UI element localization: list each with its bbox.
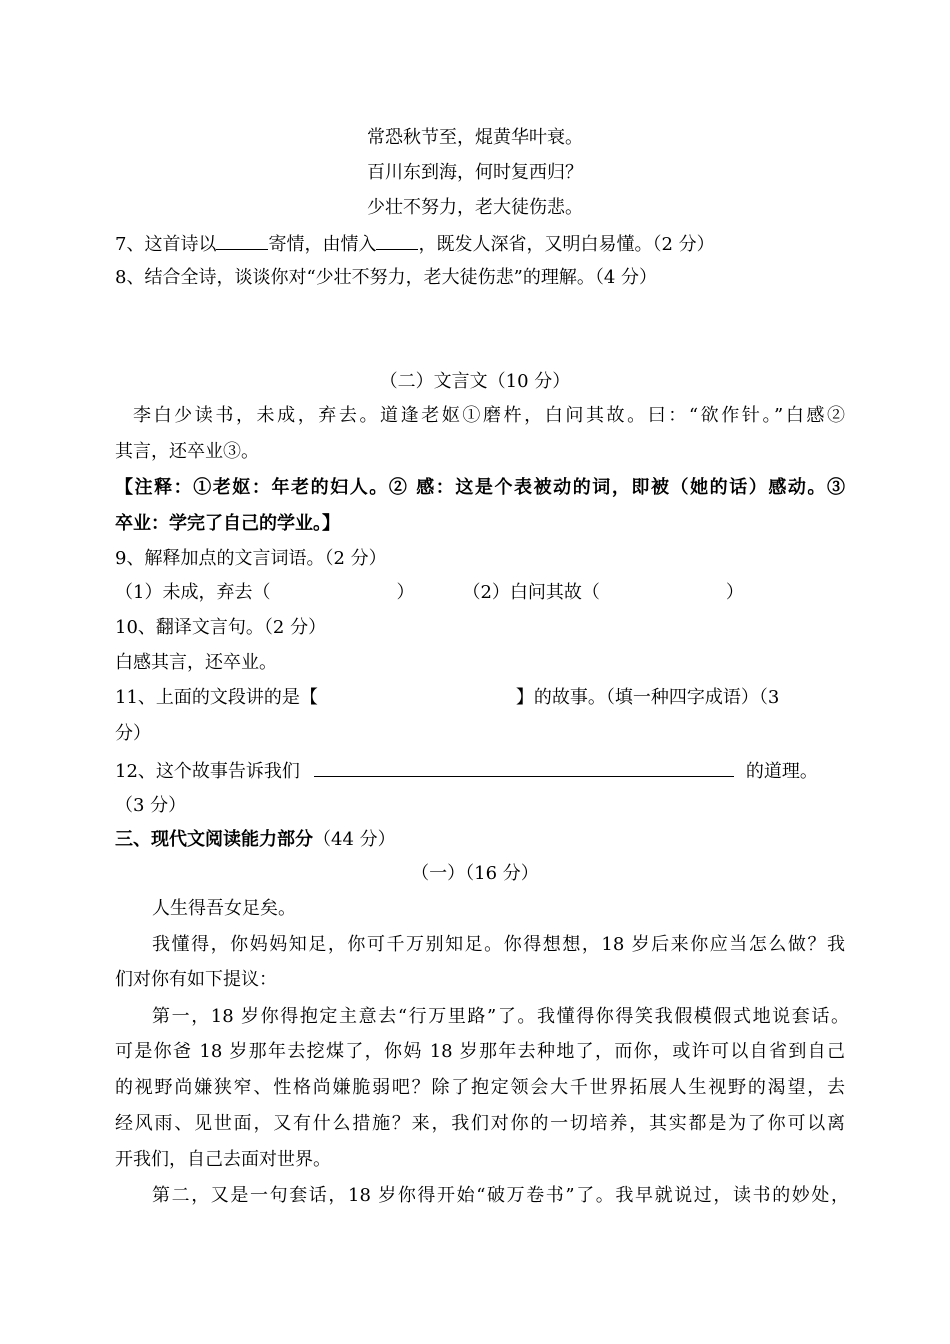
q7-blank-1[interactable] — [216, 231, 268, 250]
notes-line-2: 卒业：学完了自己的学业。】 — [115, 513, 340, 534]
passage-paragraph-1: 人生得吾女足矣。 — [152, 898, 296, 919]
passage-paragraph-4-line-1: 第二，又是一句套话，18 岁你得开始“破万卷书”了。我早就说过，读书的妙处， — [152, 1185, 849, 1206]
q12-text-2: 的道理。 — [745, 761, 818, 782]
q9-item-1-label: （1）未成，弃去（ — [115, 582, 271, 603]
passage-paragraph-2-line-1: 我懂得，你妈妈知足，你可千万别知足。你得想想，18 岁后来你应当怎么做？我 — [152, 934, 845, 955]
poem-line-1: 常恐秋节至，焜黄华叶衰。 — [367, 127, 583, 148]
q12-answer-blank[interactable] — [314, 758, 734, 777]
passage-paragraph-3-line-1: 第一，18 岁你得抱定主意去“行万里路”了。我懂得你得笑我假模假式地说套话。 — [152, 1006, 849, 1027]
subsection-1-title: （一）（16 分） — [411, 863, 539, 884]
question-10-title: 10、翻译文言句。（2 分） — [115, 617, 327, 638]
question-11 — [115, 686, 845, 710]
q9-item-2-label: （2）白问其故（ — [462, 582, 600, 603]
question-10-sentence: 白感其言，还卒业。 — [115, 652, 277, 673]
question-12 — [115, 758, 845, 784]
passage-paragraph-3-line-5: 开我们，自己去面对世界。 — [115, 1149, 331, 1170]
q11-text-2: 】的故事。（填一种四字成语）（3 — [515, 687, 780, 708]
q9-item-1-close: ） — [396, 582, 415, 603]
passage-paragraph-2-line-2: 们对你有如下提议： — [115, 969, 277, 990]
q7-blank-2[interactable] — [376, 231, 418, 250]
question-9-title: 9、解释加点的文言词语。（2 分） — [115, 548, 387, 569]
passage-paragraph-3-line-2: 可是你爸 18 岁那年去挖煤了，你妈 18 岁那年去种地了，而你，或许可以自省到自己 — [115, 1041, 845, 1062]
notes-line-1: 【注释：①老妪：年老的妇人。② 感：这是个表被动的词，即被（她的话）感动。③ — [115, 477, 845, 498]
question-9-items — [115, 581, 845, 605]
q7-text-1: 7、这首诗以 — [115, 234, 217, 255]
poem-line-3: 少壮不努力，老大徒伤悲。 — [367, 197, 583, 218]
classical-text-line-2: 其言，还卒业③。 — [115, 441, 259, 462]
section-3-title: 三、现代文阅读能力部分 — [115, 829, 313, 850]
section-3-points: （44 分） — [313, 829, 396, 850]
question-8: 8、结合全诗，谈谈你对“少壮不努力，老大徒伤悲”的理解。（4 分） — [115, 267, 658, 288]
poem-line-2: 百川东到海，何时复西归？ — [367, 162, 583, 183]
q7-text-2: 寄情，由情入 — [268, 234, 377, 255]
section-3-heading — [115, 828, 845, 852]
section-2-title: （二）文言文（10 分） — [379, 371, 571, 392]
question-12-points: （3 分） — [115, 795, 187, 816]
question-11-points: 分） — [115, 723, 151, 744]
question-7 — [115, 231, 845, 257]
q12-text-1: 12、这个故事告诉我们 — [115, 761, 300, 782]
passage-paragraph-3-line-3: 的视野尚嫌狭窄、性格尚嫌脆弱吧？除了抱定领会大千世界拓展人生视野的渴望，去 — [115, 1077, 845, 1098]
passage-paragraph-3-line-4: 经风雨、见世面，又有什么措施？来，我们对你的一切培养，其实都是为了你可以离 — [115, 1113, 845, 1134]
q7-text-3: ，既发人深省，又明白易懂。（2 分） — [418, 234, 715, 255]
q9-item-2-close: ） — [725, 582, 744, 603]
q11-text-1: 11、上面的文段讲的是【 — [115, 687, 318, 708]
classical-text-line-1: 李白少读书，未成，弃去。道逢老妪①磨杵，白问其故。曰：“欲作针。”白感② — [133, 405, 845, 426]
